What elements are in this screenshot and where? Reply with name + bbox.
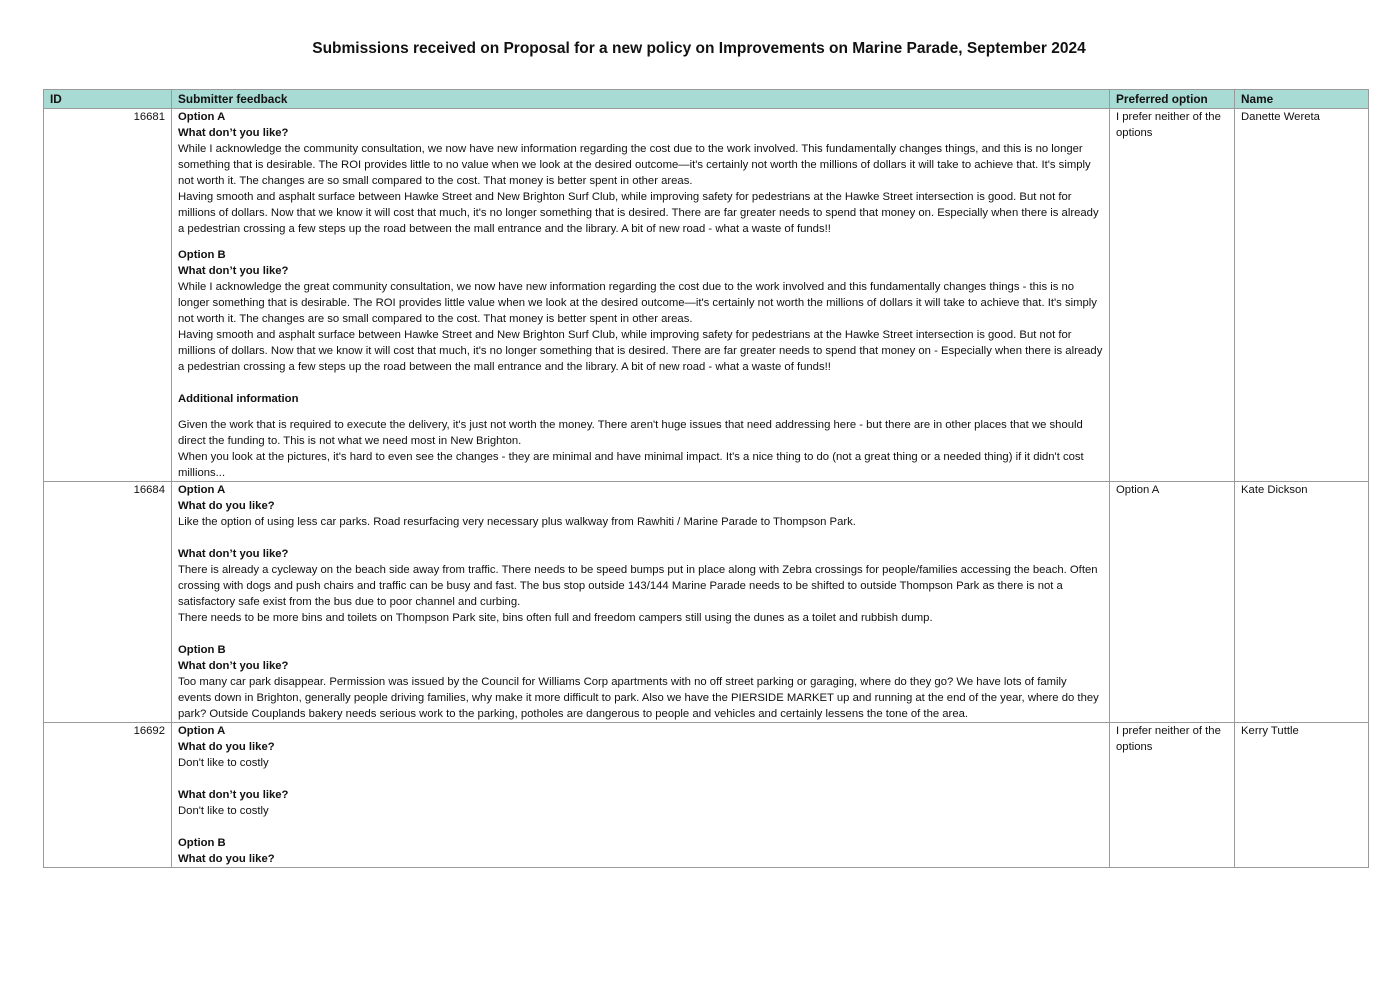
option-heading: Option A [178,111,226,123]
question-label: What do you like? [178,741,275,753]
option-heading: Option B [178,837,226,849]
feedback-text: Don't like to costly [178,805,269,817]
submitter-feedback [172,109,1110,482]
question-label: What don’t you like? [178,127,289,139]
option-heading: Option A [178,484,226,496]
table-row [44,723,1369,868]
feedback-text: When you look at the pictures, it's hard to even see the changes - they are minimal and have minimal impact. It's a nice thing to do (not a great thing or a needed thing) if it didn't cost millions... [178,451,1084,479]
feedback-text: There needs to be more bins and toilets on Thompson Park site, bins often full and freedom campers still using the dunes as a toilet and rubbish dump. [178,612,933,624]
question-label: What do you like? [178,500,275,512]
submissions-table [43,89,1369,868]
question-label: What don’t you like? [178,548,289,560]
preferred-option: Option A [1110,482,1235,723]
feedback-text: While I acknowledge the great community consultation, we now have new information regarding the cost due to the work involved and this fundamentally changes things - this is no longer something that is desirable. The ROI provides little value when we look at the desired outcome—it's certainly not worth the millions of dollars it will take to achieve that. It's simply not worth it. The changes are so small compared to the cost. That money is better spent in other areas. [178,281,1097,325]
column-header-name: Name [1235,90,1369,109]
preferred-option: I prefer neither of the options [1110,109,1235,482]
submitter-name: Danette Wereta [1235,109,1369,482]
question-label: What don’t you like? [178,660,289,672]
option-heading: Option B [178,249,226,261]
feedback-text: Given the work that is required to execute the delivery, it's just not worth the money. There aren't huge issues that need addressing here - but there are in other places that we should direct the funding to. This is not what we need most in New Brighton. [178,419,1083,447]
section-heading: Additional information [178,393,299,405]
submission-id: 16684 [44,482,172,723]
option-heading: Option A [178,725,226,737]
table-header-row [44,90,1369,109]
feedback-text: Having smooth and asphalt surface between Hawke Street and New Brighton Surf Club, while improving safety for pedestrians at the Hawke Street intersection is good. But not for millions of dollars. Now that we know it will cost that much, it's no longer something that is desired. There are far greater needs to spend that money on - Especially when there is already a pedestrian crossing a few steps up the road between the mall entrance and the library. A bit of new road - what a waste of funds!! [178,329,1103,373]
question-label: What don’t you like? [178,789,289,801]
feedback-text: Having smooth and asphalt surface between Hawke Street and New Brighton Surf Club, while improving safety for pedestrians at the Hawke Street intersection is good. But not for millions of dollars. Now that we know it will cost that much, it's no longer something that is desired. There are far greater needs to spend that money on. Especially when there is already a pedestrian crossing a few steps up the road between the mall entrance and the library. A bit of new road - what a waste of funds!! [178,191,1099,235]
table-row [44,109,1369,482]
submission-id: 16681 [44,109,172,482]
table-row [44,482,1369,723]
submission-id: 16692 [44,723,172,868]
submitter-name: Kate Dickson [1235,482,1369,723]
submitter-feedback [172,482,1110,723]
column-header-id: ID [44,90,172,109]
question-label: What don’t you like? [178,265,289,277]
question-label: What do you like? [178,853,275,865]
feedback-text: While I acknowledge the community consultation, we now have new information regarding the cost due to the work involved. This fundamentally changes things, and this is no longer something that is desirable. The ROI provides little to no value when we look at the desired outcome—it's certainly not worth the millions of dollars it will take to achieve that. It's simply not worth it. The changes are so small compared to the cost. That money is better spent in other areas. [178,143,1091,187]
submitter-name: Kerry Tuttle [1235,723,1369,868]
preferred-option: I prefer neither of the options [1110,723,1235,868]
column-header-feedback: Submitter feedback [172,90,1110,109]
feedback-text: There is already a cycleway on the beach side away from traffic. There needs to be speed bumps put in place along with Zebra crossings for people/families accessing the beach. Often crossing with dogs and push chairs and traffic can be busy and fast. The bus stop outside 143/144 Marine Parade needs to be shifted to outside Thompson Park as there is not a satisfactory safe exist from the bus due to poor channel and curbing. [178,564,1098,608]
feedback-text: Too many car park disappear. Permission was issued by the Council for Williams Corp apartments with no off street parking or garaging, where do they go? We have lots of family events down in Brighton, generally people driving families, why make it more difficult to park. Also we have the PIERSIDE MARKET up and running at the end of the year, where do they park? Outside Couplands bakery needs serious work to the parking, potholes are dangerous to people and vehicles and certainly lessens the tone of the area. [178,676,1099,720]
feedback-text: Like the option of using less car parks. Road resurfacing very necessary plus walkway from Rawhiti / Marine Parade to Thompson Park. [178,516,856,528]
submitter-feedback [172,723,1110,868]
feedback-text: Don't like to costly [178,757,269,769]
option-heading: Option B [178,644,226,656]
page-title: Submissions received on Proposal for a new policy on Improvements on Marine Parade, September 2024 [312,40,1086,57]
column-header-preferred-option: Preferred option [1110,90,1235,109]
